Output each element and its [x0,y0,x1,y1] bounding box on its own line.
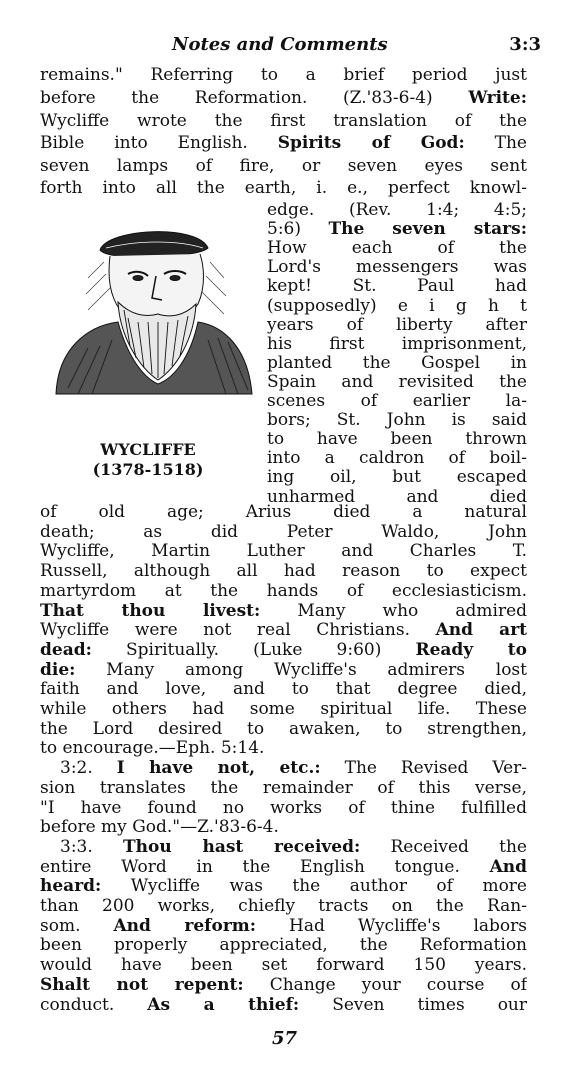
text-run: Spain and revisited the [267,372,527,392]
text-line [40,602,527,621]
bold-term: I have not, etc.: [116,759,321,779]
cap-shape [100,232,208,258]
text-run: Wycliffe wrote the first translation of the [40,112,527,131]
text-run: than 200 works, chiefly tracts on the Ran- [40,897,527,916]
bold-term: Spirits of God: [277,134,465,153]
bold-term: The seven stars: [328,220,527,240]
text-line [267,468,527,487]
text-line [267,411,527,430]
text-run: the Lord desired to awaken, to strengthen, [40,719,527,739]
text-run: Wycliffe was the author of more [101,877,527,897]
text-line [267,220,527,239]
text-run: seven lamps of fire, or seven eyes sent [40,157,527,176]
text-run: 3:2. [60,759,117,779]
text-line [40,858,527,877]
text-run: How each of the [267,239,527,259]
text-run: kept! St. Paul had [267,277,527,297]
text-run: while others had some spiritual life. These [40,700,527,719]
text-line [40,134,527,153]
text-line [40,956,527,975]
text-line [40,739,527,758]
bold-term: heard: [40,877,102,897]
text-run: Bible into English. [40,134,278,153]
text-line [267,201,527,220]
text-run: bors; St. John is said [267,411,527,431]
bold-term: And [489,857,527,877]
text-line [40,680,527,699]
bold-term: And reform: [113,916,257,936]
text-line [40,562,527,581]
text-line [267,316,527,335]
text-line [267,277,527,296]
figure-caption-dates: (1378-1518) [92,460,204,479]
text-run: martyrdom at the hands of ecclesiasticism. [40,581,527,601]
text-line [267,449,527,468]
text-run: faith and love, and to that degree died, [40,680,527,700]
text-run: Russell, although all had reason to expect [40,562,527,582]
text-line [40,897,527,916]
text-line [40,818,527,837]
text-run: 5:6) [267,220,329,240]
text-run: Lord's messengers was [267,258,527,278]
text-line [60,838,527,857]
text-run: The [464,134,527,153]
text-run: to have been thrown [267,430,527,450]
wycliffe-portrait [48,218,256,408]
text-line [40,621,527,640]
bold-term: die: [40,660,76,680]
bold-term: That thou livest: [40,601,261,621]
header-chapter-verse: 3:3 [509,34,541,55]
text-line [40,89,527,108]
text-run: ing oil, but escaped [267,468,527,488]
text-line [40,157,527,176]
text-run: into a caldron of boil- [267,449,527,469]
bold-term: Write: [468,89,527,108]
bold-term: Ready to [415,640,527,660]
text-run: entire Word in the English tongue. [40,857,490,877]
text-run: edge. (Rev. 1:4; 4:5; [267,201,527,220]
text-run: would have been set forward 150 years. [40,956,527,976]
text-run: (supposedly) e i g h t [267,296,527,316]
text-line [267,392,527,411]
text-line [40,542,527,561]
text-run: remains." Referring to a brief period just [40,66,527,85]
text-line [267,297,527,316]
text-run: som. [40,916,114,936]
text-line [40,112,527,131]
text-line [267,430,527,449]
text-line [40,936,527,955]
text-line [40,779,527,798]
text-line [267,335,527,354]
text-run: planted the Gospel in [267,353,527,373]
text-run: "I have found no works of thine fulfilled [40,798,527,818]
text-line [40,700,527,719]
text-run: before the Reformation. (Z.'83-6-4) [40,89,469,108]
text-line [40,996,527,1015]
text-run: The Revised Ver- [320,759,527,779]
text-line [40,976,527,995]
text-run: scenes of earlier la- [267,392,527,411]
bold-term: And art [435,621,527,641]
text-line [267,354,527,373]
header-title: Notes and Comments [172,34,388,55]
text-line [40,917,527,936]
text-line [40,523,527,542]
text-run: forth into all the earth, i. e., perfect knowl- [40,179,527,198]
text-run: of old age; Arius died a natural [40,503,527,522]
text-run: conduct. [40,995,148,1015]
bold-term: As a thief: [147,995,300,1015]
text-run: years of liberty after [267,315,527,335]
text-line [40,661,527,680]
text-run: Spiritually. (Luke 9:60) [91,640,416,660]
text-line [40,799,527,818]
text-run: Seven times our [299,995,527,1015]
text-line [267,258,527,277]
text-line [40,641,527,660]
text-run: unharmed and died [267,487,527,507]
text-run: been properly appreciated, the Reformation [40,936,527,956]
text-run: Change your course of [243,975,527,995]
text-line [267,239,527,258]
text-run: Received the [360,837,527,857]
text-run: before my God."—Z.'83-6-4. [40,818,279,838]
text-line [40,179,527,198]
text-run: sion translates the remainder of this verse, [40,778,527,798]
text-line [60,759,527,778]
bold-term: Shalt not repent: [40,975,244,995]
text-line [40,503,527,522]
text-run: his first imprisonment, [267,334,527,354]
text-line [40,877,527,896]
text-run: Many among Wycliffe's admirers lost [75,660,527,680]
text-line [40,582,527,601]
text-run: Wycliffe, Martin Luther and Charles T. [40,542,527,562]
text-run: Many who admired [260,601,527,621]
text-run: 3:3. [60,837,123,857]
text-run: to encourage.—Eph. 5:14. [40,739,265,759]
text-line [267,373,527,392]
text-line [40,720,527,739]
text-line [40,66,527,85]
running-header [38,34,541,60]
figure-caption-name: WYCLIFFE [100,440,196,459]
text-run: Had Wycliffe's labors [256,916,527,936]
text-run: Wycliffe were not real Christians. [40,621,436,641]
bold-term: dead: [40,640,92,660]
page-number: 57 [271,1028,298,1049]
text-run: death; as did Peter Waldo, John [40,522,527,542]
bold-term: Thou hast received: [123,837,361,857]
